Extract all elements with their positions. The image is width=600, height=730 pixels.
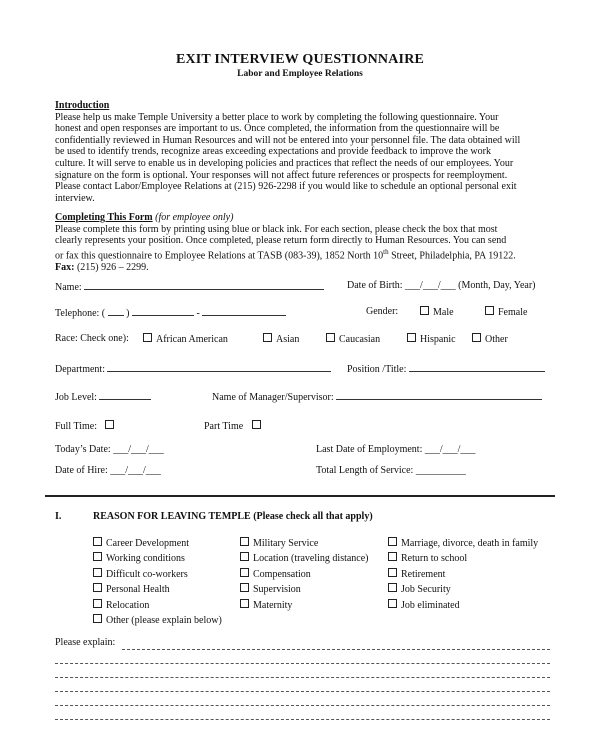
reason-label: Job Security <box>401 584 451 595</box>
part-time-option[interactable] <box>204 420 265 432</box>
date-of-hire-label: Date of Hire: <box>55 465 108 476</box>
race-option[interactable] <box>407 333 456 345</box>
introduction-section <box>55 100 555 204</box>
reason-label: Marriage, divorce, death in family <box>401 538 539 549</box>
position-line[interactable] <box>409 362 545 372</box>
dob-blank[interactable]: ___/___/___ <box>405 280 456 291</box>
name-field[interactable] <box>55 280 324 293</box>
tel-prefix-line[interactable] <box>132 306 194 316</box>
telephone-field[interactable] <box>55 306 286 319</box>
reason-option[interactable] <box>240 599 292 611</box>
race-option[interactable] <box>326 333 380 345</box>
checkbox[interactable] <box>93 614 102 623</box>
section-divider <box>45 495 555 497</box>
reason-label: Compensation <box>253 569 311 580</box>
full-time-label: Full Time: <box>55 421 97 432</box>
reason-option[interactable] <box>93 552 185 564</box>
position-field[interactable] <box>347 362 545 375</box>
completing-line-end: Street, Philadelphia, PA 19122. <box>388 250 516 262</box>
date-of-hire-blank[interactable]: ___/___/___ <box>110 465 161 476</box>
male-label: Male <box>433 307 454 318</box>
race-option[interactable] <box>472 333 508 345</box>
explain-label: Please explain: <box>55 637 116 648</box>
intro-line: Please contact Labor/Employee Relations at (215) 926-2298 if you would like to schedule an optional personal exit <box>55 181 517 193</box>
reason-label: Job eliminated <box>401 600 460 611</box>
todays-date-label: Today’s Date: <box>55 444 111 455</box>
manager-label: Name of Manager/Supervisor: <box>212 392 334 403</box>
reason-option[interactable] <box>240 568 311 580</box>
intro-line: confidentially reviewed in Human Resources and will not be entered into your personnel file. The data obtained will <box>55 134 521 146</box>
tel-dash: - <box>196 308 200 319</box>
completing-section <box>55 212 555 273</box>
area-code-line[interactable] <box>108 306 124 316</box>
checkbox[interactable] <box>388 583 397 592</box>
checkbox[interactable] <box>240 599 249 608</box>
tel-close-paren: ) <box>126 308 130 319</box>
name-label: Name: <box>55 282 82 293</box>
part-time-checkbox[interactable] <box>252 420 261 429</box>
manager-field[interactable] <box>212 390 542 403</box>
race-option-label: African American <box>156 334 228 345</box>
gender-label: Gender: <box>366 306 399 317</box>
checkbox[interactable] <box>240 568 249 577</box>
female-label: Female <box>498 307 528 318</box>
dob-label: Date of Birth: <box>347 280 403 291</box>
checkbox[interactable] <box>93 537 102 546</box>
department-label: Department: <box>55 364 105 375</box>
reason-option[interactable] <box>388 568 445 580</box>
reason-option[interactable] <box>93 568 188 580</box>
form-subtitle: Labor and Employee Relations <box>237 69 363 79</box>
job-level-field[interactable] <box>55 390 151 403</box>
explain-line[interactable] <box>55 719 550 720</box>
position-label: Position /Title: <box>347 364 407 375</box>
completing-line-3 <box>55 247 555 262</box>
race-option-label: Other <box>485 334 508 345</box>
intro-line: signature on the form is optional. Your responses will not affect future references or prospects for reemployment. <box>55 169 508 181</box>
last-date-blank[interactable]: ___/___/___ <box>424 444 476 455</box>
gender-male-option[interactable] <box>420 306 454 318</box>
reason-label: Maternity <box>253 600 293 611</box>
fax-line <box>55 262 555 274</box>
section-number: I. <box>55 511 62 522</box>
checkbox[interactable] <box>93 599 102 608</box>
todays-date-blank[interactable]: ___/___/___ <box>113 444 164 455</box>
form-title: EXIT INTERVIEW QUESTIONNAIRE <box>175 52 425 67</box>
intro-line: culture. It will serve to enable us in developing policies and practices that reflect the needs of our employees. Your <box>55 157 514 169</box>
reason-label: Difficult co-workers <box>106 569 188 580</box>
reason-option[interactable] <box>388 599 460 611</box>
reason-label: Other (please explain below) <box>106 615 222 626</box>
reason-option[interactable] <box>388 537 538 549</box>
reason-option[interactable] <box>240 537 318 549</box>
checkbox[interactable] <box>263 333 272 342</box>
reason-label: Career Development <box>106 538 190 549</box>
reason-option[interactable] <box>388 552 467 564</box>
last-date-field[interactable] <box>316 444 475 455</box>
race-option-label: Caucasian <box>339 334 381 345</box>
reason-label: Supervision <box>253 584 301 595</box>
fax-label: Fax: <box>55 261 75 273</box>
completing-line: clearly represents your position. Once completed, please return form directly to Human Resources. You can send <box>55 235 507 247</box>
checkbox[interactable] <box>240 537 249 546</box>
fax-value: (215) 926 – 2299. <box>74 261 149 273</box>
race-option[interactable] <box>143 333 228 345</box>
completing-heading: Completing This Form <box>55 212 153 223</box>
date-of-hire-field[interactable] <box>55 465 161 476</box>
reason-option[interactable] <box>388 583 451 595</box>
reason-label: Military Service <box>253 538 319 549</box>
checkbox[interactable] <box>93 568 102 577</box>
male-checkbox[interactable] <box>420 306 429 315</box>
superscript-th: th <box>383 247 389 256</box>
explain-line[interactable] <box>55 677 550 678</box>
manager-line[interactable] <box>336 390 542 400</box>
total-length-label: Total Length of Service: <box>316 465 414 476</box>
race-option[interactable] <box>263 333 299 345</box>
explain-line[interactable] <box>55 663 550 664</box>
reason-option[interactable] <box>93 583 170 595</box>
reason-label: Working conditions <box>106 553 185 564</box>
checkbox[interactable] <box>388 568 397 577</box>
race-option-label: Hispanic <box>420 334 456 345</box>
dob-field[interactable] <box>347 280 536 291</box>
total-length-blank[interactable]: __________ <box>415 465 466 476</box>
intro-line: be used to identify trends, recognize areas exceeding expectations and provide feedback to improve the work <box>55 146 491 158</box>
department-line[interactable] <box>107 362 331 372</box>
explain-line[interactable] <box>55 705 550 706</box>
checkbox[interactable] <box>472 333 481 342</box>
part-time-label: Part Time <box>204 421 244 432</box>
checkbox[interactable] <box>240 583 249 592</box>
completing-note: (for employee only) <box>155 212 234 223</box>
reason-option[interactable] <box>240 552 369 564</box>
reason-option[interactable] <box>240 583 301 595</box>
completing-heading-row <box>55 212 555 224</box>
full-time-option[interactable] <box>55 420 118 432</box>
todays-date-field[interactable] <box>55 444 164 455</box>
job-level-label: Job Level: <box>55 392 97 403</box>
completing-line: Please complete this form by printing using blue or black ink. For each section, please check the box that most <box>55 223 498 235</box>
reason-label: Retirement <box>401 569 446 580</box>
department-field[interactable] <box>55 362 331 375</box>
completing-line: or fax this questionnaire to Employee Relations at TASB (083-39), 1852 North 10 <box>55 250 384 262</box>
female-checkbox[interactable] <box>485 306 494 315</box>
total-length-field[interactable] <box>316 465 466 476</box>
race-label: Race: Check one): <box>55 333 129 344</box>
checkbox[interactable] <box>240 552 249 561</box>
tel-number-line[interactable] <box>202 306 286 316</box>
telephone-label: Telephone: ( <box>55 308 106 319</box>
full-time-checkbox[interactable] <box>105 420 114 429</box>
reason-option[interactable] <box>93 599 149 611</box>
reason-label: Relocation <box>106 600 150 611</box>
dob-format: (Month, Day, Year) <box>458 280 536 291</box>
reason-option[interactable] <box>93 614 222 626</box>
checkbox[interactable] <box>388 599 397 608</box>
explain-line[interactable] <box>55 691 550 692</box>
reason-label: Location (traveling distance) <box>253 553 369 564</box>
checkbox[interactable] <box>93 583 102 592</box>
intro-line: Please help us make Temple University a better place to work by completing the following questionnaire. Your <box>55 111 499 123</box>
section-heading: REASON FOR LEAVING TEMPLE (Please check all that apply) <box>93 511 373 522</box>
reason-label: Personal Health <box>106 584 170 595</box>
checkbox[interactable] <box>407 333 416 342</box>
introduction-heading: Introduction <box>55 100 110 111</box>
race-option-label: Asian <box>276 334 300 345</box>
last-date-label: Last Date of Employment: <box>316 444 423 455</box>
intro-line: honest and open responses are important to us. Once completed, the information from the questionnaire will be <box>55 123 500 135</box>
job-level-line[interactable] <box>99 390 151 400</box>
name-line[interactable] <box>84 280 324 290</box>
checkbox[interactable] <box>388 537 397 546</box>
reason-label: Return to school <box>401 553 468 564</box>
checkbox[interactable] <box>326 333 335 342</box>
checkbox[interactable] <box>388 552 397 561</box>
checkbox[interactable] <box>93 552 102 561</box>
reason-option[interactable] <box>93 537 189 549</box>
explain-line[interactable] <box>122 649 550 650</box>
gender-female-option[interactable] <box>485 306 527 318</box>
checkbox[interactable] <box>143 333 152 342</box>
intro-line: interview. <box>55 192 95 204</box>
